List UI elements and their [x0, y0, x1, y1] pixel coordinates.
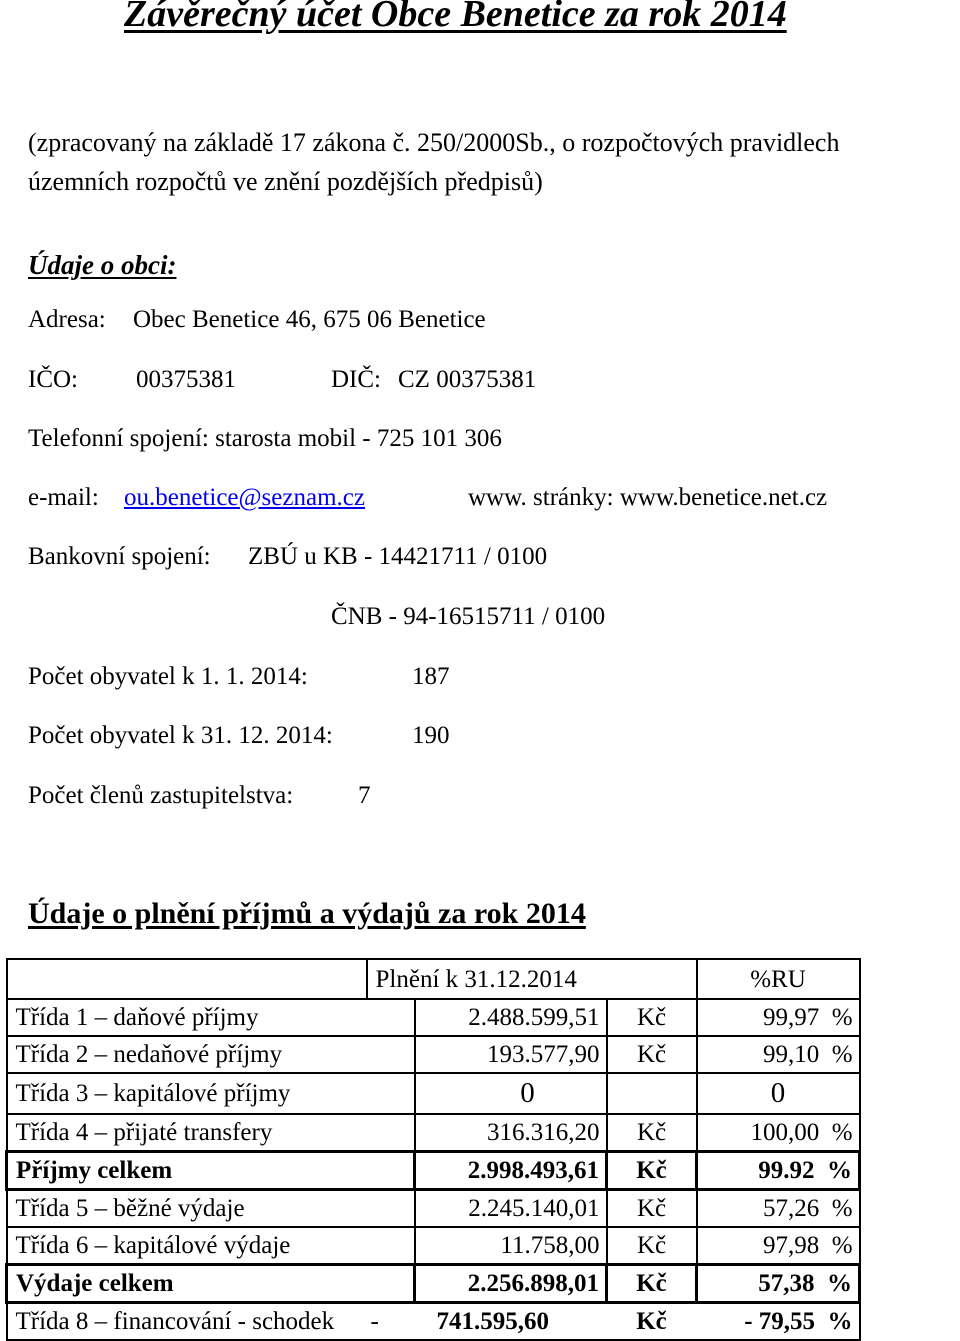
table-row	[7, 1190, 860, 1228]
dic-label: DIČ:	[331, 366, 381, 393]
table-row	[7, 1073, 860, 1114]
table-row-total-expenses	[7, 1265, 860, 1303]
row-percent: 100,00 %	[697, 1114, 860, 1152]
row-percent: 57,38 %	[697, 1265, 860, 1303]
row-currency	[607, 1073, 697, 1114]
row-percent: 99,10 %	[697, 1036, 860, 1073]
row-currency: Kč	[607, 1114, 697, 1152]
bank-account-kb: ZBÚ u KB - 14421711 / 0100	[248, 543, 548, 570]
header-ru: %RU	[697, 959, 860, 999]
population-end-label: Počet obyvatel k 31. 12. 2014:	[28, 722, 333, 749]
table-row	[7, 999, 860, 1036]
row-currency: Kč	[607, 1227, 697, 1265]
finance-table	[5, 958, 861, 1341]
row-value: 11.758,00	[415, 1227, 607, 1265]
table-header-row	[7, 959, 860, 999]
table-row	[7, 1227, 860, 1265]
website-line: www. stránky: www.benetice.net.cz	[468, 484, 828, 511]
row-label: Třída 8 – financování - schodek	[7, 1303, 367, 1341]
row-value: 193.577,90	[415, 1036, 607, 1073]
population-start-value: 187	[412, 663, 450, 690]
row-minus-sign: -	[367, 1303, 415, 1341]
row-value: 2.245.140,01	[415, 1190, 607, 1228]
ico-label: IČO:	[28, 366, 78, 393]
row-currency: Kč	[607, 1190, 697, 1228]
section-heading-obec: Údaje o obci:	[28, 250, 177, 280]
bank-label: Bankovní spojení:	[28, 543, 211, 570]
row-currency: Kč	[607, 1036, 697, 1073]
header-plneni: Plnění k 31.12.2014	[367, 959, 697, 999]
row-label: Třída 3 – kapitálové příjmy	[7, 1073, 415, 1114]
row-label: Třída 6 – kapitálové výdaje	[7, 1227, 415, 1265]
row-percent: 0	[697, 1073, 860, 1114]
row-value: 0	[415, 1073, 607, 1114]
council-members-value: 7	[358, 782, 371, 809]
row-label: Třída 5 – běžné výdaje	[7, 1190, 415, 1228]
ico-value: 00375381	[136, 366, 236, 393]
row-value: 2.488.599,51	[415, 999, 607, 1036]
header-empty-cell	[7, 959, 367, 999]
email-link[interactable]: ou.benetice@seznam.cz	[124, 484, 365, 511]
document-title: Závěrečný účet Obce Benetice za rok 2014	[124, 0, 787, 35]
row-currency: Kč	[607, 1303, 697, 1341]
row-label: Třída 1 – daňové příjmy	[7, 999, 415, 1036]
council-members-label: Počet členů zastupitelstva:	[28, 782, 294, 809]
row-percent: 99,97 %	[697, 999, 860, 1036]
phone-line: Telefonní spojení: starosta mobil - 725 101 306	[28, 425, 502, 452]
section-heading-finance: Údaje o plnění příjmů a výdajů za rok 2014	[28, 897, 586, 930]
row-percent: 99.92 %	[697, 1152, 860, 1190]
table-row-financing	[7, 1303, 860, 1341]
bank-account-cnb: ČNB - 94-16515711 / 0100	[331, 603, 606, 630]
population-start-label: Počet obyvatel k 1. 1. 2014:	[28, 663, 308, 690]
row-currency: Kč	[607, 1152, 697, 1190]
row-percent: 57,26 %	[697, 1190, 860, 1228]
dic-value: CZ 00375381	[398, 366, 537, 393]
row-currency: Kč	[607, 999, 697, 1036]
row-value: 2.998.493,61	[415, 1152, 607, 1190]
row-label: Výdaje celkem	[7, 1265, 415, 1303]
email-label: e-mail:	[28, 484, 99, 511]
row-label: Třída 2 – nedaňové příjmy	[7, 1036, 415, 1073]
row-value: 316.316,20	[415, 1114, 607, 1152]
row-value: 741.595,60	[415, 1303, 607, 1341]
address-value: Obec Benetice 46, 675 06 Benetice	[133, 306, 486, 333]
row-value: 2.256.898,01	[415, 1265, 607, 1303]
row-label: Třída 4 – přijaté transfery	[7, 1114, 415, 1152]
row-currency: Kč	[607, 1265, 697, 1303]
row-label: Příjmy celkem	[7, 1152, 415, 1190]
row-percent: 97,98 %	[697, 1227, 860, 1265]
address-label: Adresa:	[28, 306, 106, 333]
table-row	[7, 1036, 860, 1073]
intro-line-1: (zpracovaný na základě 17 zákona č. 250/2000Sb., o rozpočtových pravidlech	[28, 128, 840, 157]
row-percent: - 79,55 %	[697, 1303, 860, 1341]
population-end-value: 190	[412, 722, 450, 749]
table-row	[7, 1114, 860, 1152]
table-row-total-income	[7, 1152, 860, 1190]
intro-line-2: územních rozpočtů ve znění pozdějších předpisů)	[28, 167, 543, 196]
